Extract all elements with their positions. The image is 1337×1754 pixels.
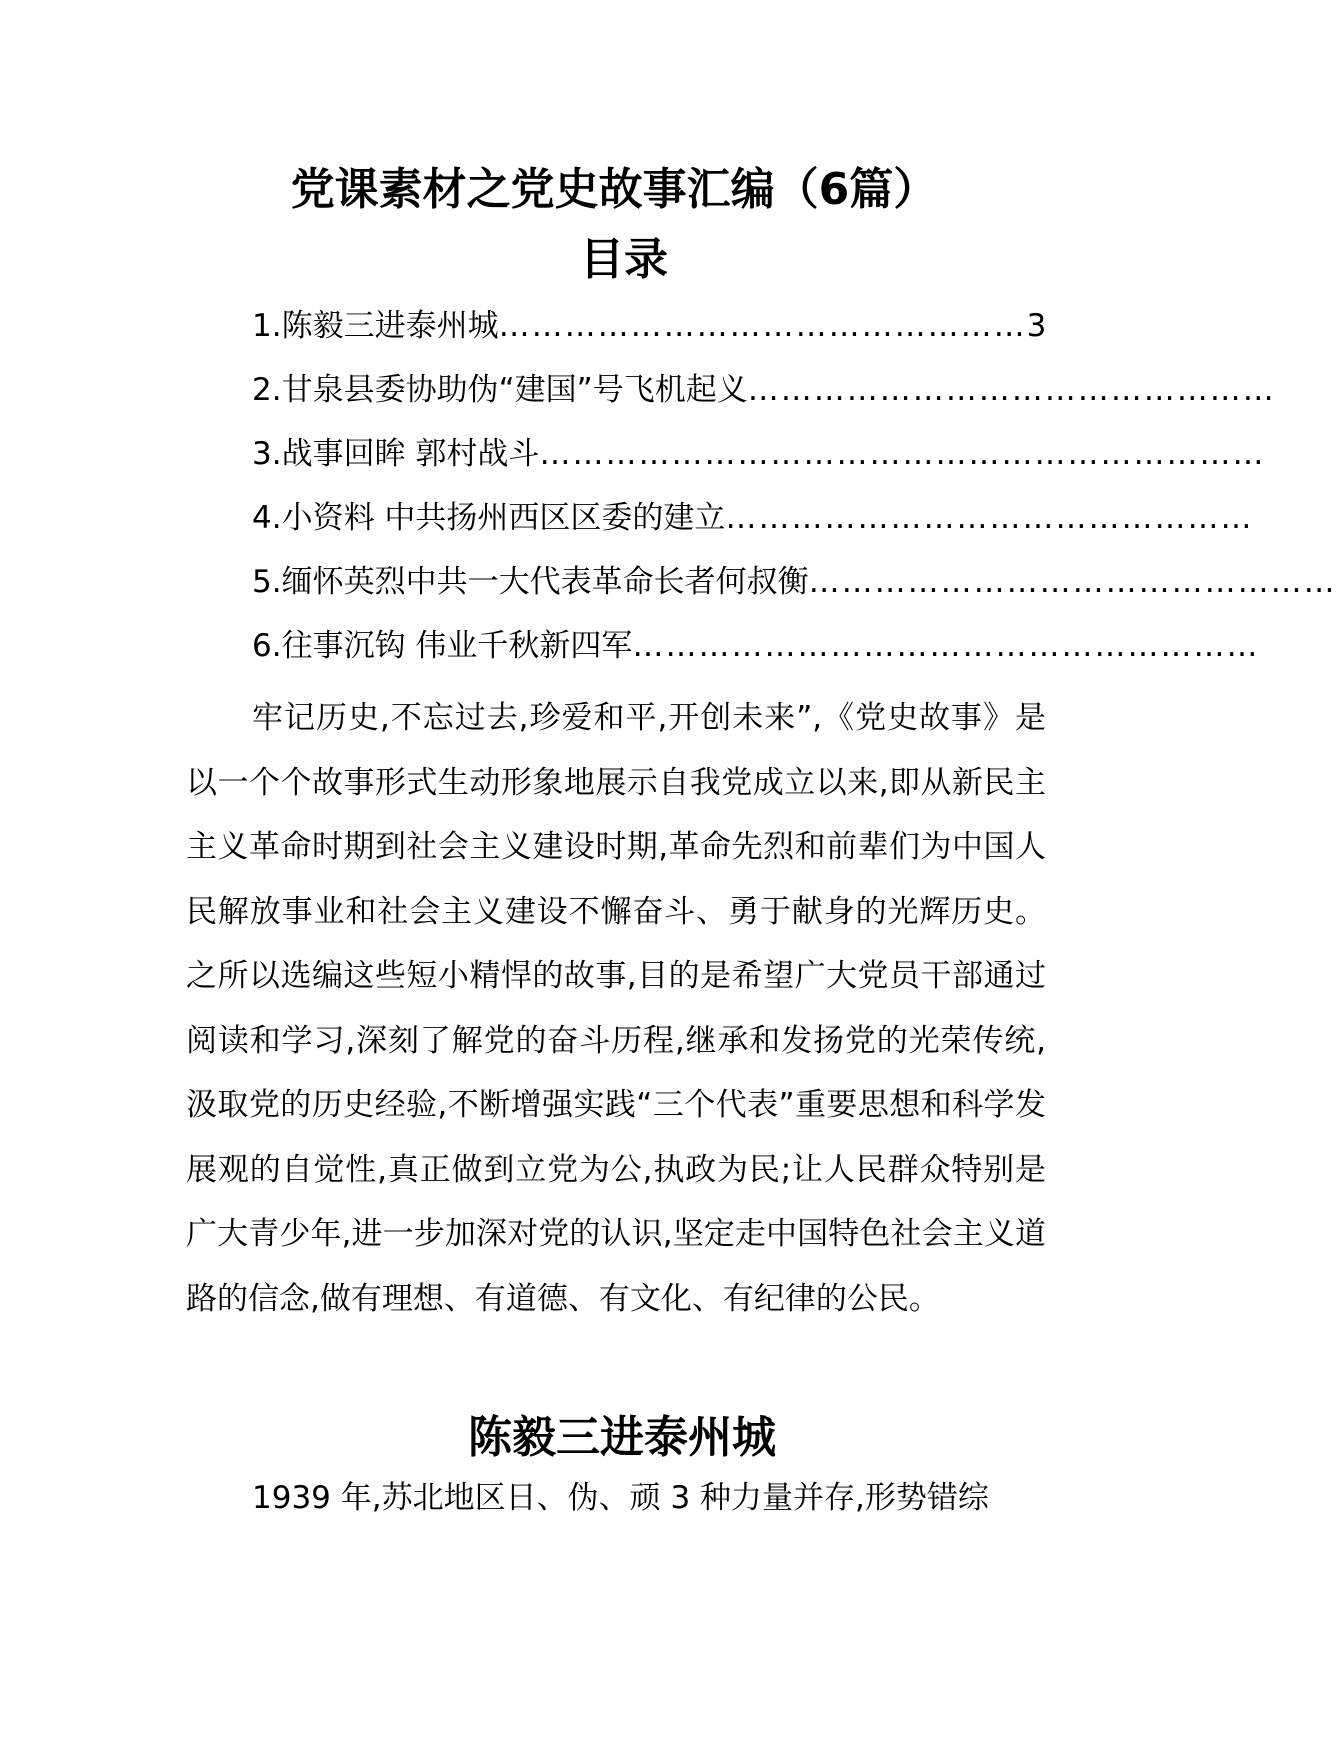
toc-entry-title: 3.战事回眸 郭村战斗 [252, 436, 540, 472]
toc-leader-dots: ………………………………………… [808, 564, 1337, 600]
toc-leader-dots: ………………………………………………… [632, 628, 1260, 664]
section-heading: 陈毅三进泰州城 [468, 1412, 776, 1463]
toc-entry[interactable] [252, 296, 1240, 360]
toc-entry[interactable] [252, 552, 1337, 616]
toc-leader-dots: ………………………………………… [498, 308, 1027, 344]
toc-leader-dots: ………………………………………… [747, 372, 1276, 408]
toc-entry[interactable] [252, 424, 1266, 488]
toc-leader-dots: ………………………………………… [725, 500, 1254, 536]
toc-entry[interactable] [252, 616, 1260, 680]
document-title: 党课素材之党史故事汇编（6篇） [290, 164, 938, 215]
toc-heading: 目录 [580, 234, 668, 285]
table-of-contents [252, 296, 1337, 680]
toc-leader-dots: ………………………………………………………… [539, 436, 1266, 472]
toc-entry-title: 1.陈毅三进泰州城 [252, 308, 499, 344]
toc-page-number: 3 [1026, 308, 1047, 344]
toc-entry-title: 6.往事沉钩 伟业千秋新四军 [252, 628, 633, 664]
toc-entry-title: 4.小资料 中共扬州西区区委的建立 [252, 500, 726, 536]
section-first-paragraph: 1939 年,苏北地区日、伪、顽 3 种力量并存,形势错综 [252, 1480, 989, 1516]
toc-entry[interactable] [252, 360, 1276, 424]
intro-paragraph: 牢记历史,不忘过去,珍爱和平,开创未来”,《党史故事》是以一个个故事形式生动形象地展示自我党成立以来,即从新民主主义革命时期到社会主义建设时期,革命先烈和前辈们为中国人民解放事业和社会主义建设不懈奋斗、勇于献身的光辉历史。之所以选编这些短小精悍的故事,目的是希望广大党员干部通过阅读和学习,深刻了解党的奋斗历程,继承和发扬党的光荣传统,汲取党的历史经验,不断增强实践“三个代表”重要思想和科学发展观的自觉性,真正做到立党为公,执政为民;让人民群众特别是广大青少年,进一步加深对党的认识,坚定走中国特色社会主义道路的信念,做有理想、有道德、有文化、有纪律的公民。 [186, 700, 1046, 1317]
toc-entry[interactable] [252, 488, 1254, 552]
toc-entry-title: 2.甘泉县委协助伪“建国”号飞机起义 [252, 372, 748, 408]
toc-entry-title: 5.缅怀英烈中共一大代表革命长者何叔衡 [252, 564, 809, 600]
